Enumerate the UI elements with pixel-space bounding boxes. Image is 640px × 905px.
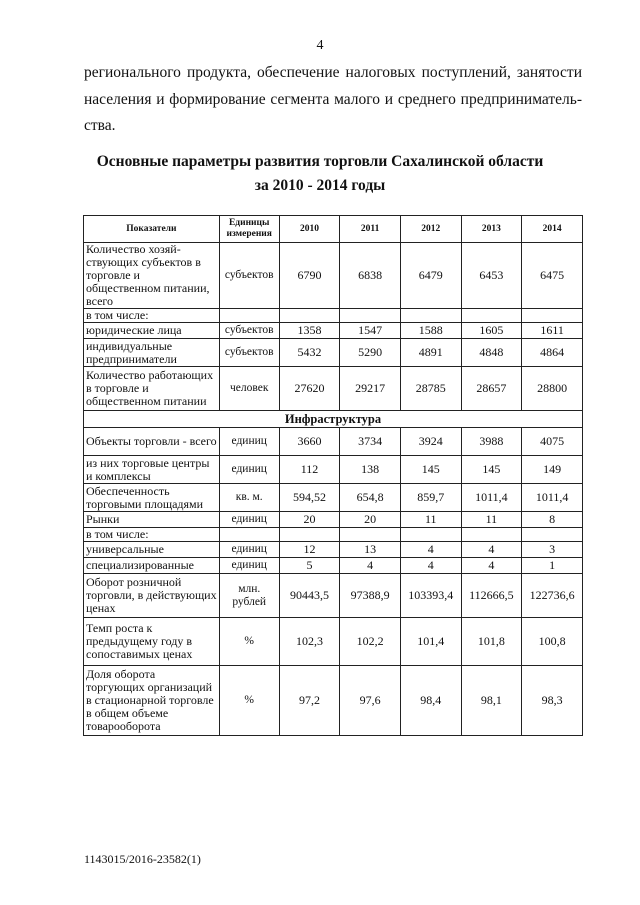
table-row: [84, 574, 583, 618]
value-cell: 6475: [522, 243, 583, 309]
unit-cell: субъектов: [219, 323, 279, 339]
value-cell: [279, 309, 340, 323]
parameters-table: [83, 215, 583, 736]
indicator-cell: в том числе:: [84, 528, 220, 542]
value-cell: [400, 309, 461, 323]
value-cell: 594,52: [279, 484, 340, 512]
value-cell: 102,3: [279, 618, 340, 666]
unit-cell: человек: [219, 367, 279, 411]
table-row: [84, 243, 583, 309]
value-cell: 27620: [279, 367, 340, 411]
intro-line: регионального продукта, обеспечение налоговых поступлений, занятости: [84, 64, 582, 81]
indicator-cell: Рынки: [84, 512, 220, 528]
value-cell: 4: [340, 558, 401, 574]
unit-cell: [219, 309, 279, 323]
unit-cell: единиц: [219, 558, 279, 574]
table-row: [84, 367, 583, 411]
value-cell: 4: [461, 542, 522, 558]
header-cell-year: 2012: [400, 216, 461, 243]
value-cell: 12: [279, 542, 340, 558]
indicator-cell: индивидуальные предприниматели: [84, 339, 220, 367]
value-cell: 1588: [400, 323, 461, 339]
table-heading: [0, 150, 640, 198]
value-cell: 3734: [340, 428, 401, 456]
value-cell: [461, 309, 522, 323]
unit-cell: субъектов: [219, 243, 279, 309]
value-cell: 145: [461, 456, 522, 484]
value-cell: 29217: [340, 367, 401, 411]
page-number: 4: [316, 38, 324, 53]
value-cell: 3924: [400, 428, 461, 456]
value-cell: 8: [522, 512, 583, 528]
value-cell: 4075: [522, 428, 583, 456]
heading-line: за 2010 - 2014 годы: [254, 177, 386, 194]
header-cell-year: 2011: [340, 216, 401, 243]
unit-cell: %: [219, 618, 279, 666]
indicator-cell: Объекты торговли - всего: [84, 428, 220, 456]
value-cell: 97388,9: [340, 574, 401, 618]
value-cell: 4: [400, 542, 461, 558]
value-cell: 145: [400, 456, 461, 484]
value-cell: 5290: [340, 339, 401, 367]
value-cell: 101,4: [400, 618, 461, 666]
value-cell: 101,8: [461, 618, 522, 666]
indicator-cell: Темп роста к предыдущему году в сопоставимых ценах: [84, 618, 220, 666]
indicator-cell: юридические лица: [84, 323, 220, 339]
value-cell: 6453: [461, 243, 522, 309]
table-section-row: [84, 411, 583, 428]
value-cell: 122736,6: [522, 574, 583, 618]
table-row: [84, 428, 583, 456]
value-cell: [340, 309, 401, 323]
value-cell: 1011,4: [522, 484, 583, 512]
table-row: [84, 339, 583, 367]
value-cell: 28657: [461, 367, 522, 411]
unit-cell: субъектов: [219, 339, 279, 367]
value-cell: 4: [461, 558, 522, 574]
value-cell: 859,7: [400, 484, 461, 512]
value-cell: 11: [400, 512, 461, 528]
unit-cell: [219, 528, 279, 542]
unit-cell: кв. м.: [219, 484, 279, 512]
value-cell: 3: [522, 542, 583, 558]
unit-cell: единиц: [219, 428, 279, 456]
document-code: 1143015/2016-23582(1): [84, 852, 201, 866]
table-row: [84, 309, 583, 323]
value-cell: 4: [400, 558, 461, 574]
value-cell: 1611: [522, 323, 583, 339]
value-cell: 6479: [400, 243, 461, 309]
value-cell: 138: [340, 456, 401, 484]
value-cell: 1605: [461, 323, 522, 339]
value-cell: 98,4: [400, 666, 461, 736]
value-cell: 1011,4: [461, 484, 522, 512]
value-cell: 20: [340, 512, 401, 528]
table-body: [84, 243, 583, 736]
value-cell: 6838: [340, 243, 401, 309]
intro-line: ства.: [84, 117, 116, 134]
value-cell: 98,3: [522, 666, 583, 736]
header-cell-year: 2014: [522, 216, 583, 243]
unit-cell: единиц: [219, 542, 279, 558]
value-cell: 3660: [279, 428, 340, 456]
indicator-cell: Оборот розничной торговли, в действующих ценах: [84, 574, 220, 618]
table-row: [84, 528, 583, 542]
table-row: [84, 558, 583, 574]
indicator-cell: специализированные: [84, 558, 220, 574]
value-cell: [340, 528, 401, 542]
value-cell: [522, 309, 583, 323]
value-cell: 28785: [400, 367, 461, 411]
value-cell: [279, 528, 340, 542]
value-cell: 97,6: [340, 666, 401, 736]
table-header-row: [84, 216, 583, 243]
table-row: [84, 456, 583, 484]
value-cell: [461, 528, 522, 542]
value-cell: 112: [279, 456, 340, 484]
header-cell-unit: Единицы измерения: [219, 216, 279, 243]
value-cell: 100,8: [522, 618, 583, 666]
unit-cell: единиц: [219, 456, 279, 484]
heading-line: Основные параметры развития торговли Сахалинской области: [96, 153, 544, 170]
indicator-cell: Доля оборота торгующих организаций в стационарной торговле в общем объеме товарооборота: [84, 666, 220, 736]
table-row: [84, 618, 583, 666]
intro-paragraph: [84, 60, 582, 140]
value-cell: 20: [279, 512, 340, 528]
value-cell: 4864: [522, 339, 583, 367]
value-cell: 5432: [279, 339, 340, 367]
value-cell: [522, 528, 583, 542]
table-row: [84, 484, 583, 512]
header-cell-year: 2013: [461, 216, 522, 243]
value-cell: 3988: [461, 428, 522, 456]
indicator-cell: из них торговые центры и комплексы: [84, 456, 220, 484]
header-cell-year: 2010: [279, 216, 340, 243]
value-cell: 1547: [340, 323, 401, 339]
value-cell: 1358: [279, 323, 340, 339]
unit-cell: %: [219, 666, 279, 736]
value-cell: 97,2: [279, 666, 340, 736]
value-cell: 90443,5: [279, 574, 340, 618]
indicator-cell: универсальные: [84, 542, 220, 558]
intro-line: населения и формирование сегмента малого и среднего предприниматель-: [84, 90, 582, 108]
value-cell: 13: [340, 542, 401, 558]
table-row: [84, 512, 583, 528]
indicator-cell: в том числе:: [84, 309, 220, 323]
unit-cell: единиц: [219, 512, 279, 528]
unit-cell: млн. рублей: [219, 574, 279, 618]
indicator-cell: Количество работающих в торговле и общественном питании: [84, 367, 220, 411]
value-cell: 102,2: [340, 618, 401, 666]
value-cell: [400, 528, 461, 542]
value-cell: 103393,4: [400, 574, 461, 618]
value-cell: 6790: [279, 243, 340, 309]
indicator-cell: Обеспеченность торговыми площадями: [84, 484, 220, 512]
value-cell: 11: [461, 512, 522, 528]
value-cell: 28800: [522, 367, 583, 411]
table-row: [84, 323, 583, 339]
value-cell: 98,1: [461, 666, 522, 736]
value-cell: 112666,5: [461, 574, 522, 618]
value-cell: 654,8: [340, 484, 401, 512]
value-cell: 5: [279, 558, 340, 574]
table-row: [84, 666, 583, 736]
value-cell: 1: [522, 558, 583, 574]
value-cell: 4848: [461, 339, 522, 367]
indicator-cell: Количество хозяй- ствующих субъектов в торговле и общественном питании, всего: [84, 243, 220, 309]
section-title: Инфраструктура: [84, 411, 583, 428]
table-row: [84, 542, 583, 558]
value-cell: 4891: [400, 339, 461, 367]
value-cell: 149: [522, 456, 583, 484]
header-cell-indicator: Показатели: [84, 216, 220, 243]
